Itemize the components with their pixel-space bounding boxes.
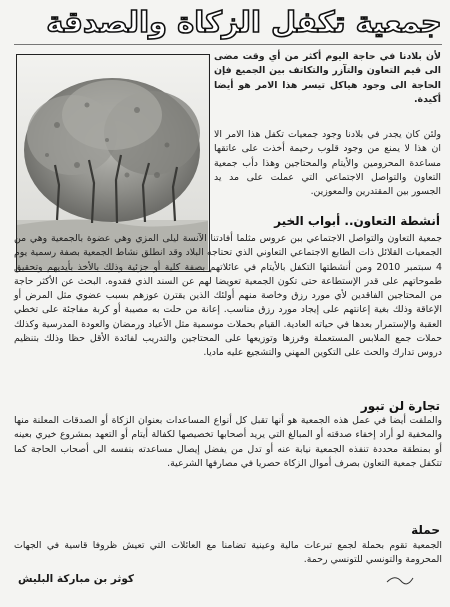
section-3-text: الجمعية تقوم بحملة لجمع تبرعات مالية وعينية تضامنا مع العائلات التي تعيش ظروفا قاسية في الجهات المحرومة والتونسي للتونسي رحمة. <box>14 540 442 566</box>
headline-divider <box>14 44 442 45</box>
section-1-text: جمعية التعاون والتواصل الاجتماعي ببن عروس مثلما أفادتنا الآنسة ليلى المزي وهي عضوة بالجمعية وهي من الجمعيات القلائل ذات الطابع الاجتماعي التعاوني الذي تحتاجه البلاد وقد انطلق نشاط الجمعية بصفة رسمية يوم 4 سبتمبر 2010 ومن أنشطتها التكفل بالأيتام في عائلاتهم بصفة كلية أو جزئية وذلك بالأخذ بأيديهم وتحقيق طموحاتهم على قدر الإستطاعة حتى تكون الجمعية تعويضا لهم عن السند الذي فقدوه. البحث عن الأكثر حاجة من المحتاجين الفاقدين لأي مورد رزق وخاصة منهم أولئك الذين يقترن عوزهم بسبب عضوي مثل المرض أو الإعاقة وذلك بغية إعانتهم على إيجاد مورد رزق مناسب. إعانة من حلت به مصيبة أو كربة مفاجئة على تخطي العقبة والإستمرار بعدها في حياته العادية. القيام بحملات موسمية مثل الأعياد ورمضان والعودة المدرسية وكذلك حملات جمع الملابس المستعملة وفرزها وتوزيعها على المحتاجين والتدريب لفائدة الأقل حظا وذلك بتنظيم دروس تدارك والحث على التكوين المهني والتشجيع عليه ماديا. <box>14 233 442 359</box>
section-3-title: حملة <box>411 523 440 537</box>
section-1-title: أنشطة التعاون.. أبواب الخير <box>274 214 440 228</box>
article-intro: لأن بلادنا في حاجة اليوم أكثر من أي وقت مضى الى قيم التعاون والتآزر والتكاتف بين الجميع فإن الحاجة الى وجود هياكل تيسر هذا الامر هو أيضا أكيدة. <box>214 51 441 105</box>
article-headline: جمعية تكفل الزكاة والصدقة <box>46 5 442 39</box>
section-2-title: تجارة لن تبور <box>360 399 440 413</box>
section-2-text: والملفت أيضا في عمل هذه الجمعية هو أنها تقبل كل أنواع المساعدات بعنوان الزكاة أو الصدقات المعلنة منها والمخفية لو أراد إخفاء صدقته أو المبالغ التي يريد أصحابها تخصيصها لكفالة أيتام أو التعهد بمشروع خيري بعينه أو بمنطقة محددة تنفذه الجمعية نيابة عنه أو تدل من يفضل إيصال مساعدته بنفسه الى أصحاب الحاجة كما تتكفل جمعية التعاون بصرف أموال الزكاة حصريا في مصارفها الشرعية. <box>14 415 442 469</box>
article-paragraph-1: ولئن كان يجدر في بلادنا وجود جمعيات تكفل هذا الامر الا ان هذا لا يمنع من وجود قلوب رحيمة أخذت على عاتقها مساعدة المحرومين والأيتام والمحتاجين وهذا دأب جمعية التعاون والتواصل الاجتماعي التي عملت على مد يد الجسور بين المقتدرين والمعوزين. <box>214 129 441 198</box>
author-name: كوثر بن مباركة البليش <box>18 573 135 585</box>
signature-mark-icon <box>385 572 415 586</box>
